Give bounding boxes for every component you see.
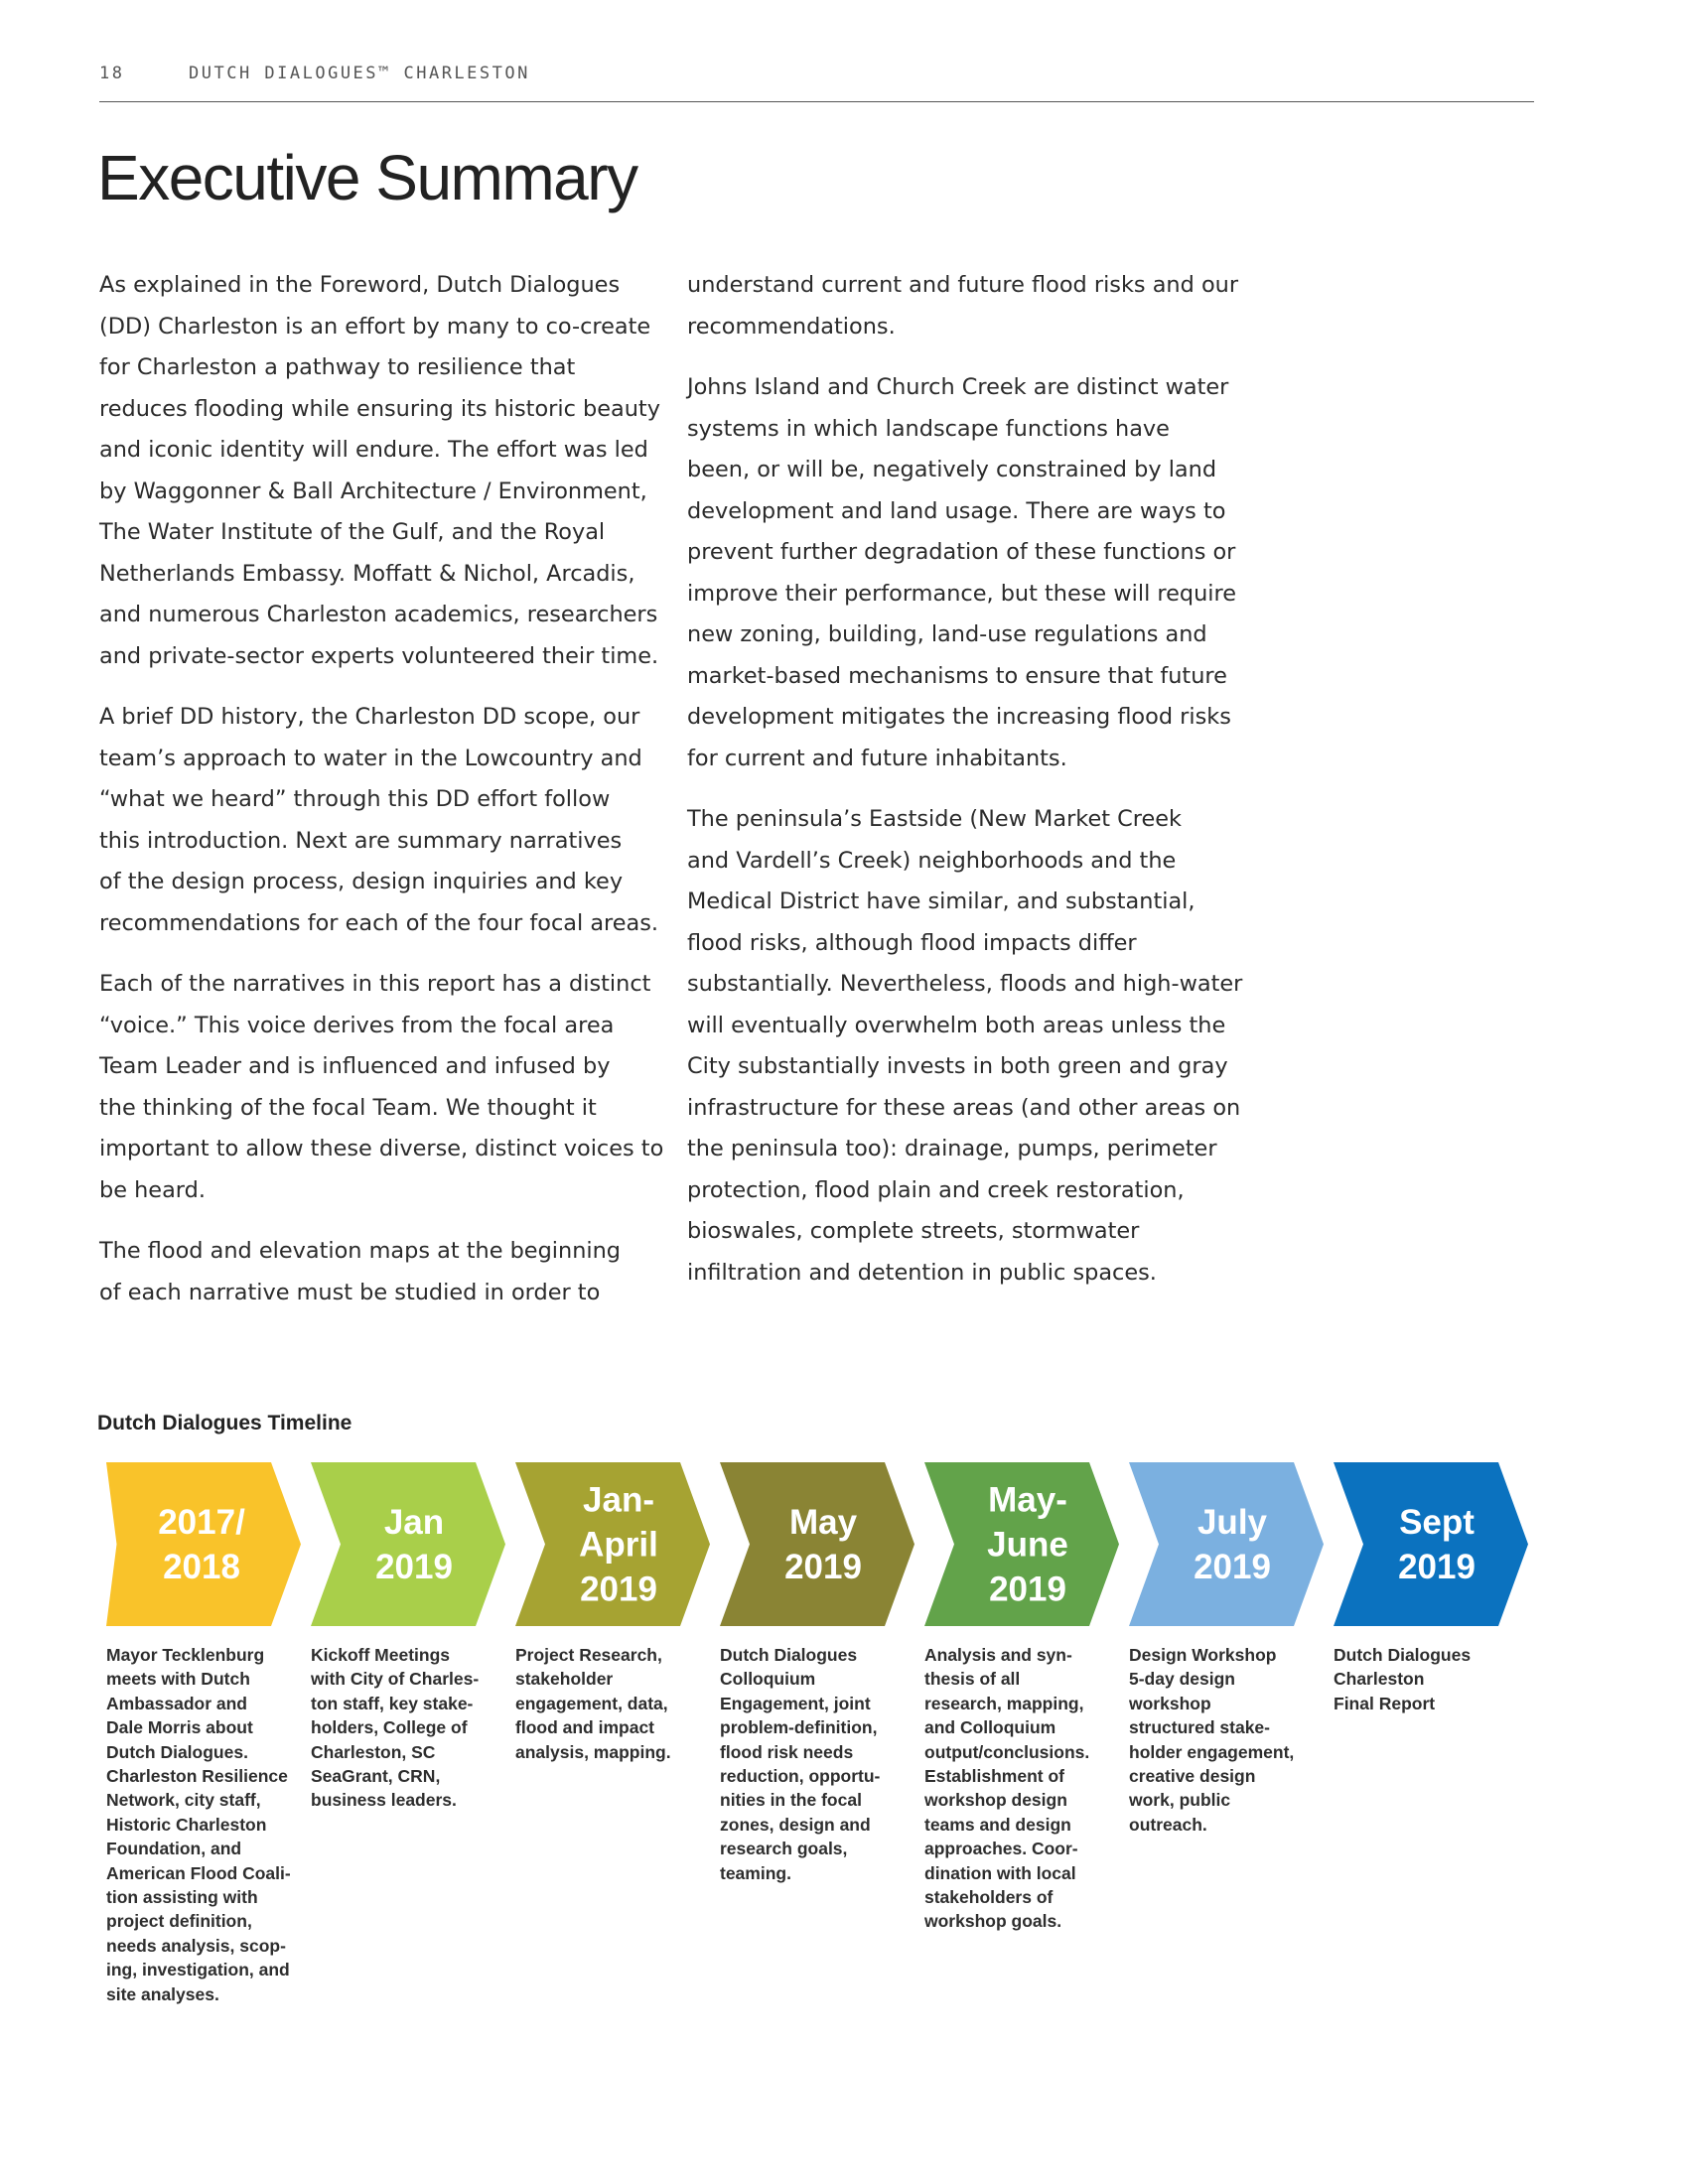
timeline-stage-label: 2019 (375, 1548, 453, 1586)
description-line: zones, design and (720, 1814, 871, 1835)
paragraph (99, 964, 695, 1211)
timeline-stage-label: 2019 (580, 1570, 657, 1609)
text-line: bioswales, complete streets, stormwater (687, 1218, 1140, 1244)
text-line: Netherlands Embassy. Moffatt & Nichol, Arcadis, (99, 560, 635, 587)
timeline-chevron (1129, 1462, 1324, 1626)
description-line: site analyses. (106, 1983, 219, 2004)
description-line: engagement, data, (515, 1693, 668, 1713)
description-line: ton staff, key stake- (311, 1693, 474, 1713)
description-line: Ambassador and (106, 1693, 247, 1713)
description-line: American Flood Coali- (106, 1862, 291, 1883)
text-line: recommendations. (687, 313, 896, 340)
timeline-chevron (720, 1462, 914, 1626)
description-line: holder engagement, (1129, 1741, 1295, 1762)
description-line: Foundation, and (106, 1839, 242, 1859)
description-line: outreach. (1129, 1814, 1207, 1835)
description-line: flood and impact (515, 1717, 654, 1738)
timeline-stage-label: 2019 (784, 1548, 862, 1586)
running-title: DUTCH DIALOGUES™ CHARLESTON (189, 64, 530, 83)
description-line: project definition, (106, 1911, 252, 1932)
description-line: Dutch Dialogues. (106, 1741, 248, 1762)
description-line: Charleston, SC (311, 1741, 436, 1762)
text-line: of each narrative must be studied in order to (99, 1279, 601, 1305)
page-title: Executive Summary (97, 142, 637, 213)
paragraph (99, 1231, 695, 1313)
timeline-stage-description (311, 1643, 509, 1813)
description-line: workshop (1129, 1693, 1211, 1713)
text-line: the thinking of the focal Team. We thought it (99, 1094, 597, 1121)
timeline-stage-label: 2019 (1398, 1548, 1476, 1586)
text-line: “voice.” This voice derives from the focal area (99, 1012, 615, 1038)
text-line: important to allow these diverse, distinct voices to (99, 1136, 664, 1161)
description-line: reduction, opportu- (720, 1766, 881, 1787)
text-line: will eventually overwhelm both areas unless the (687, 1012, 1226, 1038)
timeline-stage-label: May (788, 1503, 858, 1542)
description-line: Dutch Dialogues (1334, 1645, 1472, 1665)
description-line: ing, investigation, and (106, 1960, 290, 1980)
description-line: with City of Charles- (311, 1669, 480, 1690)
description-line: Dutch Dialogues (720, 1645, 858, 1665)
description-line: output/conclusions. (924, 1741, 1090, 1762)
text-line: The Water Institute of the Gulf, and the Royal (99, 519, 606, 545)
text-line: City substantially invests in both green and gray (687, 1053, 1228, 1079)
paragraph (99, 697, 695, 944)
text-line: protection, flood plain and creek restoration, (687, 1176, 1185, 1203)
description-line: Establishment of (924, 1766, 1064, 1787)
description-line: Analysis and syn- (924, 1645, 1072, 1665)
timeline-stage-description (106, 1643, 305, 2006)
text-line: and iconic identity will endure. The effort was led (99, 437, 648, 463)
timeline-stage-description (515, 1643, 714, 1764)
description-line: and Colloquium (924, 1717, 1056, 1738)
right-text-column (687, 265, 1283, 1313)
text-line: flood risks, although flood impacts differ (687, 929, 1137, 956)
text-line: “what we heard” through this DD effort follow (99, 786, 611, 812)
text-line: of the design process, design inquiries and key (99, 869, 624, 894)
description-line: research goals, (720, 1839, 848, 1859)
description-line: needs analysis, scop- (106, 1935, 286, 1956)
timeline-chevron (1334, 1462, 1528, 1626)
text-line: As explained in the Foreword, Dutch Dialogues (99, 272, 621, 298)
text-line: market-based mechanisms to ensure that future (687, 662, 1227, 689)
text-line: The peninsula’s Eastside (New Market Creek (687, 806, 1182, 832)
text-line: substantially. Nevertheless, floods and high-water (687, 971, 1243, 997)
description-line: 5-day design (1129, 1669, 1235, 1690)
timeline-arrows (99, 1462, 1539, 1629)
description-line: stakeholder (515, 1669, 614, 1690)
text-line: infrastructure for these areas (and other areas on (687, 1094, 1241, 1121)
text-line: systems in which landscape functions have (687, 415, 1170, 442)
running-header (99, 62, 1534, 102)
description-line: teams and design (924, 1814, 1071, 1835)
timeline-title: Dutch Dialogues Timeline (97, 1412, 352, 1434)
description-line: Project Research, (515, 1645, 662, 1665)
text-line: for Charleston a pathway to resilience that (99, 354, 576, 380)
description-line: analysis, mapping. (515, 1741, 671, 1762)
text-line: be heard. (99, 1176, 206, 1203)
text-line: and Vardell’s Creek) neighborhoods and the (687, 847, 1177, 874)
timeline-stage-label: Jan (383, 1503, 445, 1542)
paragraph (687, 799, 1283, 1294)
description-line: stakeholders of (924, 1887, 1054, 1908)
timeline-chevron (311, 1462, 505, 1626)
timeline-stage-label: April (579, 1525, 658, 1565)
text-line: prevent further degradation of these functions or (687, 539, 1236, 565)
paragraph (687, 367, 1283, 779)
text-line: improve their performance, but these will require (687, 580, 1237, 607)
timeline-stage-label: May- (988, 1480, 1067, 1520)
description-line: Historic Charleston (106, 1814, 267, 1835)
text-line: understand current and future flood risks and our (687, 272, 1239, 298)
description-line: Design Workshop (1129, 1645, 1277, 1665)
description-line: workshop goals. (924, 1911, 1062, 1932)
text-line: The flood and elevation maps at the beginning (99, 1238, 622, 1264)
description-line: dination with local (924, 1862, 1076, 1883)
timeline-stage-description (1334, 1643, 1532, 1715)
description-line: tion assisting with (106, 1887, 258, 1908)
timeline-stage-label: 2017/ (158, 1503, 245, 1542)
timeline-stage-label: July (1196, 1503, 1268, 1542)
text-line: development mitigates the increasing flood risks (687, 704, 1231, 730)
text-line: (DD) Charleston is an effort by many to co-create (99, 313, 651, 340)
text-line: Johns Island and Church Creek are distinct water (687, 374, 1229, 400)
timeline-chevron (106, 1462, 301, 1626)
timeline-stage-description (924, 1643, 1123, 1934)
timeline-stage-label: 2019 (1194, 1548, 1271, 1586)
timeline-stage-description (720, 1643, 918, 1885)
timeline-stage-label: 2018 (163, 1548, 240, 1586)
timeline-stage-label: Sept (1399, 1503, 1475, 1542)
description-line: holders, College of (311, 1717, 468, 1738)
page-number: 18 (99, 64, 125, 83)
description-line: approaches. Coor- (924, 1839, 1078, 1859)
text-line: been, or will be, negatively constrained by land (687, 457, 1217, 482)
timeline-stage-label: Jan- (583, 1480, 654, 1520)
description-line: nities in the focal (720, 1790, 862, 1811)
description-line: work, public (1129, 1790, 1231, 1811)
description-line: SeaGrant, CRN, (311, 1766, 441, 1787)
text-line: and private-sector experts volunteered their time. (99, 642, 659, 669)
text-line: and numerous Charleston academics, researchers (99, 602, 658, 627)
text-line: development and land usage. There are ways to (687, 497, 1226, 524)
description-line: flood risk needs (720, 1741, 854, 1762)
description-line: problem-definition, (720, 1717, 878, 1738)
description-line: creative design (1129, 1766, 1256, 1787)
text-line: recommendations for each of the four focal areas. (99, 909, 659, 936)
text-line: Medical District have similar, and substantial, (687, 888, 1196, 914)
description-line: Network, city staff, (106, 1790, 261, 1811)
description-line: Charleston Resilience (106, 1766, 288, 1787)
text-line: new zoning, building, land-use regulations and (687, 621, 1207, 647)
description-line: Kickoff Meetings (311, 1645, 451, 1665)
description-line: structured stake- (1129, 1717, 1270, 1738)
text-line: reduces flooding while ensuring its historic beauty (99, 395, 660, 422)
description-line: research, mapping, (924, 1693, 1084, 1713)
text-line: team’s approach to water in the Lowcountry and (99, 745, 642, 771)
paragraph (687, 265, 1283, 347)
text-line: A brief DD history, the Charleston DD scope, our (99, 704, 640, 730)
timeline-stage-label: 2019 (989, 1570, 1066, 1609)
description-line: business leaders. (311, 1790, 457, 1811)
description-line: Charleston (1334, 1669, 1425, 1690)
description-line: Engagement, joint (720, 1693, 871, 1713)
paragraph (99, 265, 695, 677)
description-line: meets with Dutch (106, 1669, 250, 1690)
text-line: this introduction. Next are summary narratives (99, 827, 623, 854)
timeline-stage-label: June (987, 1525, 1068, 1565)
description-line: Mayor Tecklenburg (106, 1645, 265, 1665)
timeline-stage-description (1129, 1643, 1328, 1837)
description-line: Final Report (1334, 1693, 1436, 1713)
description-line: thesis of all (924, 1669, 1021, 1690)
description-line: teaming. (720, 1862, 791, 1883)
text-line: Each of the narratives in this report has a distinct (99, 971, 651, 997)
text-line: the peninsula too): drainage, pumps, perimeter (687, 1136, 1217, 1161)
text-line: by Waggonner & Ball Architecture / Environment, (99, 478, 647, 504)
description-line: workshop design (924, 1790, 1067, 1811)
text-line: Team Leader and is influenced and infused by (99, 1053, 611, 1079)
text-line: for current and future inhabitants. (687, 745, 1067, 771)
description-line: Colloquium (720, 1669, 816, 1690)
text-line: infiltration and detention in public spaces. (687, 1259, 1157, 1286)
left-text-column (99, 265, 695, 1333)
description-line: Dale Morris about (106, 1717, 253, 1738)
